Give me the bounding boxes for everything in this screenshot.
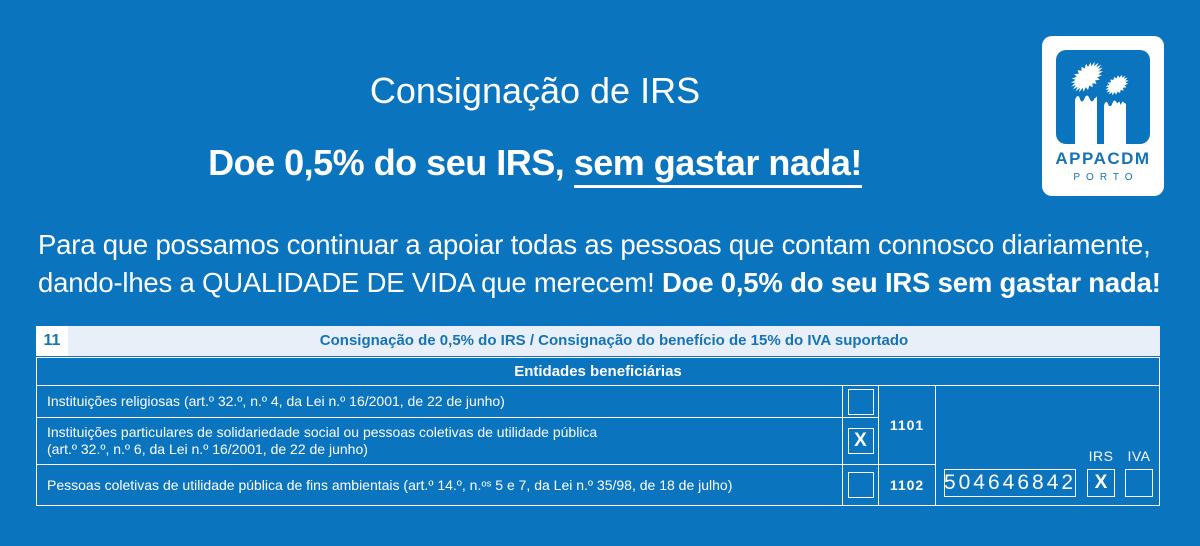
- page-subtitle: [0, 142, 1070, 184]
- page-title: Consignação de IRS: [369, 70, 701, 111]
- iva-option: [1125, 448, 1153, 497]
- row-2-text-line1: Instituições particulares de solidariedade social ou pessoas coletivas de utilidade pública: [47, 424, 598, 440]
- beneficiary-checkbox-3[interactable]: [848, 472, 874, 498]
- row-1-text: Instituições religiosas (art.º 32.º, n.º 4, da Lei n.º 16/2001, de 22 de junho): [47, 393, 505, 409]
- row-1-checkbox-cell: [843, 386, 878, 417]
- row-3-text: Pessoas coletivas de utilidade pública de fins ambientais (art.º 14.º, n.ᵒˢ 5 e 7, da Lei n.º 35/98, de 18 de julho): [47, 476, 733, 493]
- row-label-pessoas-coletivas: [37, 465, 842, 505]
- irs-checkbox[interactable]: X: [1087, 469, 1115, 497]
- beneficiary-checkbox-1[interactable]: [848, 389, 874, 415]
- beneficiary-checkbox-2[interactable]: X: [848, 428, 874, 454]
- subtitle-underlined-text: sem gastar nada!: [574, 142, 862, 188]
- subsection-title: Entidades beneficiárias: [36, 357, 1160, 386]
- form-body: [36, 385, 1160, 506]
- row-3-checkbox-cell: [843, 465, 878, 505]
- field-number: 11: [36, 326, 68, 356]
- candles-chestnut-icon: [1056, 50, 1150, 144]
- irs-option: [1087, 448, 1115, 497]
- code-1102: 1102: [879, 465, 935, 505]
- hero: [0, 0, 1070, 184]
- logo-name: APPACDM: [1055, 149, 1151, 168]
- nif-input[interactable]: 504646842: [944, 469, 1076, 497]
- subtitle-text: Doe 0,5% do seu IRS,: [208, 142, 574, 183]
- form-header-row: [36, 326, 1160, 356]
- intro-paragraph: [38, 226, 1161, 302]
- row-label-instituicoes-particulares: [37, 418, 842, 464]
- iva-checkbox[interactable]: [1125, 469, 1153, 497]
- row-2-checkbox-cell: [843, 418, 878, 464]
- row-2-text-line2: (art.º 32.º, n.º 6, da Lei n.º 16/2001, de 22 de junho): [47, 441, 368, 457]
- irs-label: IRS: [1088, 448, 1114, 464]
- logo-city: PORTO: [1073, 172, 1139, 183]
- intro-line-2-regular: dando-lhes a QUALIDADE DE VIDA que merecem!: [38, 267, 662, 298]
- iva-label: IVA: [1127, 448, 1151, 464]
- row-label-instituicoes-religiosas: [37, 386, 842, 417]
- code-1101: 1101: [879, 386, 935, 464]
- nif-and-tax-cell: [936, 386, 1159, 505]
- intro-line-2-bold: Doe 0,5% do seu IRS sem gastar nada!: [661, 267, 1161, 298]
- irs-form-section: [36, 326, 1160, 506]
- section-title: Consignação de 0,5% do IRS / Consignação do benefício de 15% do IVA suportado: [68, 326, 1160, 356]
- intro-line-1: Para que possamos continuar a apoiar todas as pessoas que contam connosco diariamente,: [38, 229, 1151, 260]
- intro-line-2: [38, 264, 1161, 302]
